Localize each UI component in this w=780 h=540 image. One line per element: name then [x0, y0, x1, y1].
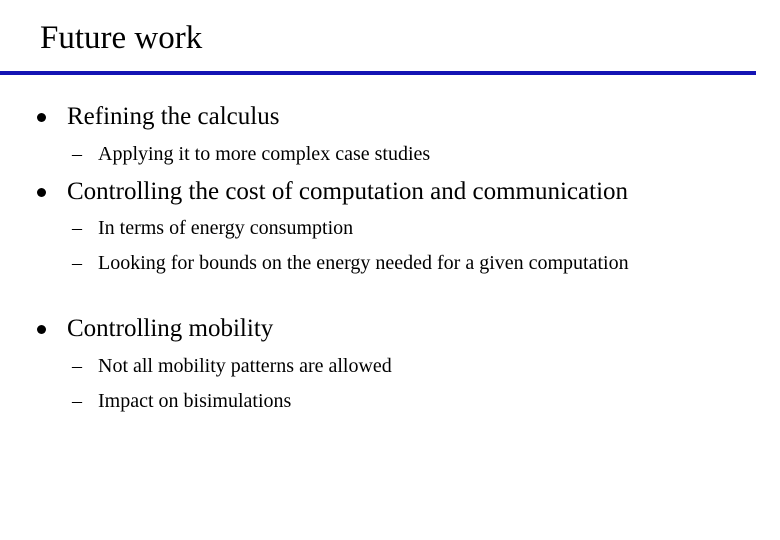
- bullet-dot-icon: [37, 113, 46, 122]
- sub-dash: –: [72, 390, 82, 412]
- sub-dash: –: [72, 217, 82, 239]
- sub-dash: –: [72, 252, 82, 274]
- sub-dash: –: [72, 143, 82, 165]
- sub-item-text: Not all mobility patterns are allowed: [98, 355, 392, 377]
- bullet-dot-icon: [37, 325, 46, 334]
- sub-item-text: Impact on bisimulations: [98, 390, 292, 412]
- sub-dash: –: [72, 355, 82, 377]
- bullet-dot-icon: [37, 188, 46, 197]
- bullet-text: Controlling the cost of computation and communication: [67, 178, 629, 205]
- sub-item-text: In terms of energy consumption: [98, 217, 354, 239]
- sub-item-text: Applying it to more complex case studies: [98, 143, 431, 165]
- bullet-text: Controlling mobility: [67, 315, 274, 342]
- slide-title: Future work: [40, 20, 203, 56]
- sub-item-text: Looking for bounds on the energy needed for a given computation: [98, 252, 629, 274]
- bullet-text: Refining the calculus: [67, 103, 280, 130]
